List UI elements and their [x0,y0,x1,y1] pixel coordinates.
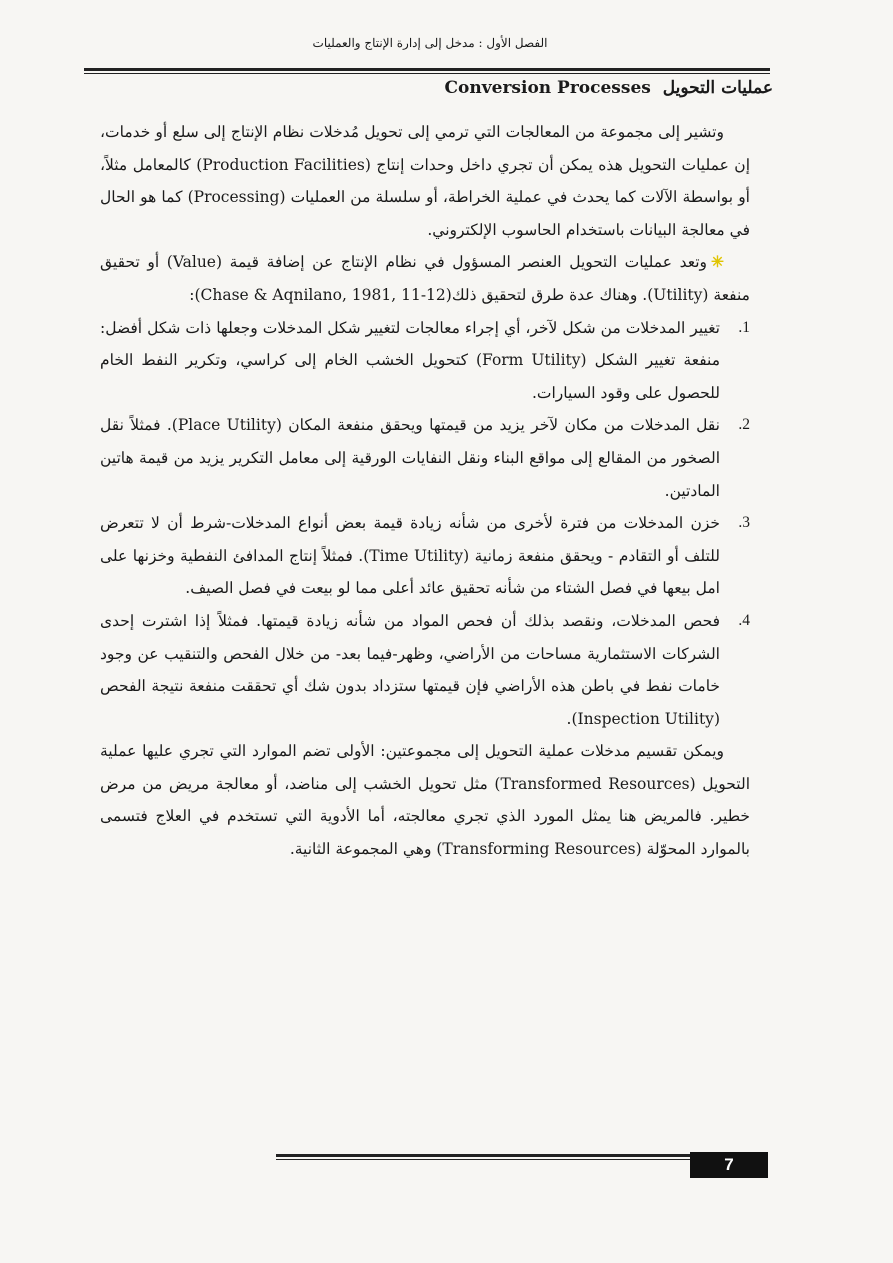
list-item [100,312,750,410]
star-annotation-icon: ✳ [711,252,724,272]
footer-rule [276,1154,690,1160]
list-item-text: نقل المدخلات من مكان لآخر يزيد من قيمتها ويحقق منفعة المكان (Place Utility). فمثلاً نقل الصخور من المقالع إلى مواقع البناء ونقل النفايات الورقية إلى معامل التكرير يزيد من قيمة هاتين المادتين. [100,416,720,500]
list-item [100,409,750,507]
paragraph-3: ويمكن تقسيم مدخلات عملية التحويل إلى مجموعتين: الأولى تضم الموارد التي تجري عليها عملية التحويل (Transformed Resources) مثل تحويل الخشب إلى مناضد، أو معالجة مريض من مرض خطير. فالمريض هنا يمثل المورد الذي تجري معالجته، أما الأدوية التي تستخدم في العلاج فتسمى بالموارد المحوّلة (Transforming Resources) وهي المجموعة الثانية. [100,742,751,859]
list-item-number: 4. [738,611,750,629]
running-header: الفصل الأول : مدخل إلى إدارة الإنتاج والعمليات [312,36,548,50]
section-title-en: Conversion Processes [444,78,651,98]
list-item-text: فحص المدخلات، ونقصد بذلك أن فحص المواد من شأنه زيادة قيمتها. فمثلاً إذا اشترت إحدى الشركات الاستثمارية مساحات من الأراضي، وظهر-فيما بعد- من خلال الفحص والتنقيب عن وجود خامات نفط في باطن هذه الأراضي فإن قيمتها ستزداد بدون شك أي تحققت منفعة نتيجة الفحص (Inspection Utility). [100,611,720,728]
list-item-number: 1. [738,318,750,336]
section-title [313,78,773,98]
list-item [100,605,750,735]
paragraph-2-text: وتعد عمليات التحويل العنصر المسؤول في نظام الإنتاج عن إضافة قيمة (Value) أو تحقيق منفعة (Utility). وهناك عدة طرق لتحقيق ذلك(Chase & Aqnilano, 1981, 11-12): [100,253,750,304]
body-text [100,116,750,866]
list-item-text: تغيير المدخلات من شكل لآخر، أي إجراء معالجات لتغيير شكل المدخلات وجعلها ذات شكل أفضل: منفعة تغيير الشكل (Form Utility) كتحويل الخشب الخام إلى كراسي، وتكرير النفط الخام للحصول على وقود السيارات. [100,318,721,402]
header-rule [84,68,770,74]
section-title-ar: عمليات التحويل [662,78,773,98]
paragraph-1: وتشير إلى مجموعة من المعالجات التي ترمي إلى تحويل مُدخلات نظام الإنتاج إلى سلع أو خدمات، إن عمليات التحويل هذه يمكن أن تجري داخل وحدات إنتاج (Production Facilities) كالمعامل مثلاً، أو بواسطة الآلات كما يحدث في عملية الخراطة، أو سلسلة من العمليات (Processing) كما هو الحال في معالجة البيانات باستخدام الحاسوب الإلكتروني. [100,123,750,239]
list-item-number: 2. [738,416,750,434]
list-item-text: خزن المدخلات من فترة لأخرى من شأنه زيادة قيمة بعض أنواع المدخلات-شرط أن لا تتعرض للتلف أو التقادم - ويحقق منفعة زمانية (Time Utility). فمثلاً إنتاج المدافئ النفطية وخزنها على امل بيعها في فصل الشتاء من شأنه تحقيق عائد أعلى مما لو بيعت في فصل الصيف. [100,514,720,598]
list-item-number: 3. [738,514,750,532]
page-number: 7 [690,1152,768,1178]
paragraph-2 [100,246,750,311]
list-item [100,507,750,605]
